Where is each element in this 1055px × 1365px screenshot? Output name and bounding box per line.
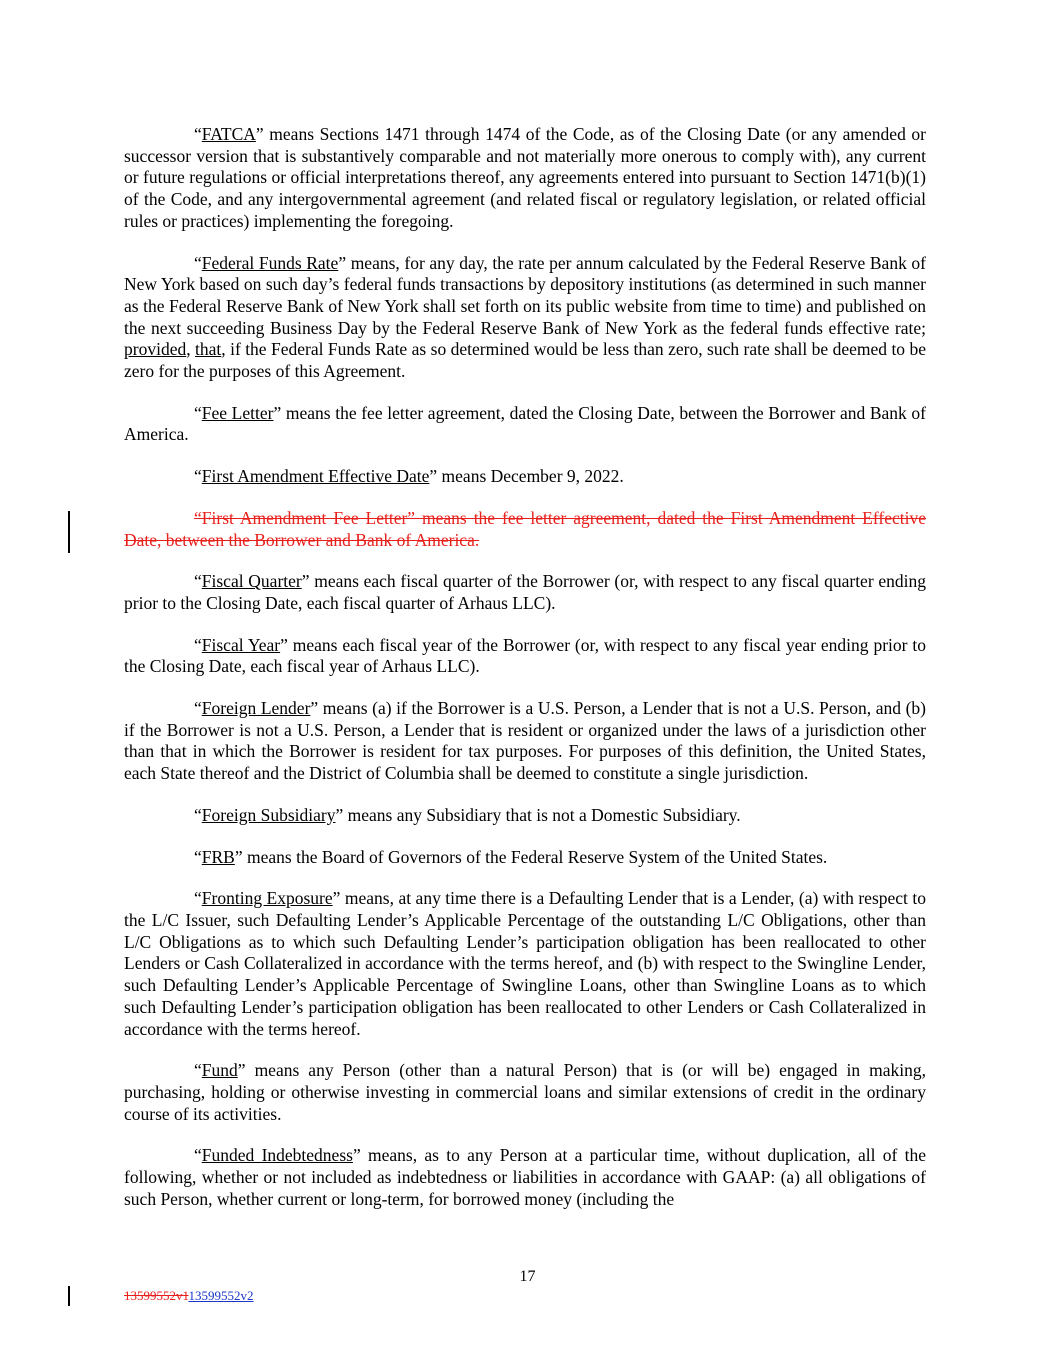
that-term: that xyxy=(195,339,222,360)
definition-funded-indebtedness: “Funded Indebtedness” means, as to any Person at a particular time, without duplication, all of the following, whether or not included as indebtedness or liabilities in accordance with GAAP: (a) all obligations of such Person, whether current or long-term, for borrowed money (including the xyxy=(124,1145,926,1209)
definition-text: means any Subsidiary that is not a Domestic Subsidiary. xyxy=(343,804,741,825)
document-id-inserted: 13599552v2 xyxy=(188,1288,254,1303)
definition-foreign-subsidiary: “Foreign Subsidiary” means any Subsidiary that is not a Domestic Subsidiary. xyxy=(194,804,741,825)
definition-frb: “FRB” means the Board of Governors of the Federal Reserve System of the United States. xyxy=(194,846,828,867)
defined-term: First Amendment Effective Date xyxy=(201,466,430,487)
definition-text: means Sections 1471 through 1474 of the Code, as of the Closing Date (or any amended or successor version that is substantively comparable and not materially more onerous to comply with), any current or future regulations or official interpretations thereof, any agreements entered into pursuant to Section 1471(b)(1) of the Code, and any intergovernmental agreement (and related fiscal or regulatory legislation, or related official rules or practices) implementing the foregoing. xyxy=(124,124,926,231)
comma-separator: , xyxy=(186,339,196,360)
defined-term: Fee Letter xyxy=(201,402,274,423)
document-id xyxy=(124,1288,254,1304)
definitions-section xyxy=(124,124,926,1230)
defined-term: Fronting Exposure xyxy=(201,888,333,909)
definition-first-amendment-effective-date: “First Amendment Effective Date” means December 9, 2022. xyxy=(194,466,624,487)
change-bar-footer xyxy=(68,1286,70,1306)
definition-text-continued: , if the Federal Funds Rate as so determined would be less than zero, such rate shall be deemed to be zero for the purposes of this Agreement. xyxy=(124,339,927,382)
provided-term: provided xyxy=(124,339,187,360)
definition-foreign-lender: “Foreign Lender” means (a) if the Borrower is a U.S. Person, a Lender that is not a U.S. Person, and (b) if the Borrower is not a U.S. Person, a Lender that is resident or organized under the laws of a jurisdiction other than that in which the Borrower is resident for tax purposes. For purposes of this definition, the United States, each State thereof and the District of Columbia shall be deemed to constitute a single jurisdiction. xyxy=(124,698,926,784)
definition-text: means the Board of Governors of the Federal Reserve System of the United States. xyxy=(242,846,828,867)
definition-fronting-exposure: “Fronting Exposure” means, at any time there is a Defaulting Lender that is a Lender, (a) with respect to the L/C Issuer, such Defaulting Lender’s Applicable Percentage of the outstanding L/C Obligations, other than L/C Obligations as to which such Defaulting Lender’s participation obligation has been reallocated to other Lenders or Cash Collateralized in accordance with the terms hereof, and (b) with respect to the Swingline Lender, such Defaulting Lender’s Applicable Percentage of Swingline Loans, other than Swingline Loans as to which such Defaulting Lender’s participation obligation has been reallocated to other Lenders or Cash Collateralized in accordance with the terms hereof. xyxy=(124,888,926,1039)
defined-term: Fiscal Year xyxy=(201,634,281,655)
definition-text: means, at any time there is a Defaulting Lender that is a Lender, (a) with respect to the L/C Issuer, such Defaulting Lender’s Applicable Percentage of the outstanding L/C Obligations, other than L/C Obligations as to which such Defaulting Lender’s participation obligation has been reallocated to other Lenders or Cash Collateralized in accordance with the terms hereof, and (b) with respect to the Swingline Lender, such Defaulting Lender’s Applicable Percentage of Swingline Loans, other than Swingline Loans as to which such Defaulting Lender’s participation obligation has been reallocated to other Lenders or Cash Collateralized in accordance with the terms hereof. xyxy=(124,888,926,1039)
definition-text: means any Person (other than a natural Person) that is (or will be) engaged in making, purchasing, holding or otherwise investing in commercial loans and similar extensions of credit in the ordinary course of its activities. xyxy=(124,1060,926,1124)
change-bar-deleted-definition xyxy=(68,511,70,553)
definition-text: means each fiscal year of the Borrower (or, with respect to any fiscal year ending prior to the Closing Date, each fiscal year of Arhaus LLC). xyxy=(124,634,926,677)
definition-fiscal-year: “Fiscal Year” means each fiscal year of the Borrower (or, with respect to any fiscal year ending prior to the Closing Date, each fiscal year of Arhaus LLC). xyxy=(124,634,926,677)
document-id-deleted: 13599552v1 xyxy=(124,1288,189,1303)
defined-term: Foreign Lender xyxy=(201,698,311,719)
definition-text: means, for any day, the rate per annum calculated by the Federal Reserve Bank of New York based on such day’s federal funds transactions by depository institutions (as determined in such manner as the Federal Reserve Bank of New York shall set forth on its public website from time to time) and published on the next succeeding Business Day by the Federal Reserve Bank of New York as the federal funds effective rate; xyxy=(124,252,926,338)
defined-term: Foreign Subsidiary xyxy=(201,804,336,825)
definition-federal-funds-rate: “Federal Funds Rate” means, for any day, the rate per annum calculated by the Federal Reserve Bank of New York based on such day’s federal funds transactions by depository institutions (as determined in such manner as the Federal Reserve Bank of New York shall set forth on its public website from time to time) and published on the next succeeding Business Day by the Federal Reserve Bank of New York as the federal funds effective rate; provided, that, if the Federal Funds Rate as so determined would be less than zero, such rate shall be deemed to be zero for the purposes of this Agreement. xyxy=(124,252,927,382)
definition-text: means the fee letter agreement, dated the Closing Date, between the Borrower and Bank of America. xyxy=(124,402,927,445)
definition-text: means December 9, 2022. xyxy=(437,466,624,487)
definition-text: means, as to any Person at a particular time, without duplication, all of the following, whether or not included as indebtedness or liabilities in accordance with GAAP: (a) all obligations of such Person, whether current or long-term, for borrowed money (including the xyxy=(124,1145,926,1209)
page-number: 17 xyxy=(519,1268,536,1285)
definition-fiscal-quarter: “Fiscal Quarter” means each fiscal quarter of the Borrower (or, with respect to any fiscal quarter ending prior to the Closing Date, each fiscal quarter of Arhaus LLC). xyxy=(124,571,926,613)
definition-text: means each fiscal quarter of the Borrower (or, with respect to any fiscal quarter ending prior to the Closing Date, each fiscal quarter of Arhaus LLC). xyxy=(124,571,926,613)
definition-fee-letter: “Fee Letter” means the fee letter agreement, dated the Closing Date, between the Borrower and Bank of America. xyxy=(124,402,927,445)
defined-term: FATCA xyxy=(201,124,256,144)
deleted-definition-text: “First Amendment Fee Letter” means the fee letter agreement, dated the First Amendment Effective Date, between the Borrower and Bank of America. xyxy=(124,507,926,550)
definition-fatca: “FATCA” means Sections 1471 through 1474 of the Code, as of the Closing Date (or any amended or successor version that is substantively comparable and not materially more onerous to comply with), any current or future regulations or official interpretations thereof, any agreements entered into pursuant to Section 1471(b)(1) of the Code, and any intergovernmental agreement (and related fiscal or regulatory legislation, or related official rules or practices) implementing the foregoing. xyxy=(124,124,926,231)
defined-term: FRB xyxy=(201,846,235,867)
defined-term: Fund xyxy=(201,1060,238,1081)
defined-term: Federal Funds Rate xyxy=(201,252,339,273)
definition-text: means (a) if the Borrower is a U.S. Person, a Lender that is not a U.S. Person, and (b) if the Borrower is not a U.S. Person, a Lender that is resident or organized under the laws of a jurisdiction other than that in which the Borrower is resident for tax purposes. For purposes of this definition, the United States, each State thereof and the District of Columbia shall be deemed to constitute a single jurisdiction. xyxy=(124,698,926,784)
defined-term: Fiscal Quarter xyxy=(201,571,302,592)
definition-first-amendment-fee-letter-deleted xyxy=(124,508,926,551)
definition-fund: “Fund” means any Person (other than a natural Person) that is (or will be) engaged in making, purchasing, holding or otherwise investing in commercial loans and similar extensions of credit in the ordinary course of its activities. xyxy=(124,1060,926,1124)
defined-term: Funded Indebtedness xyxy=(201,1145,353,1166)
